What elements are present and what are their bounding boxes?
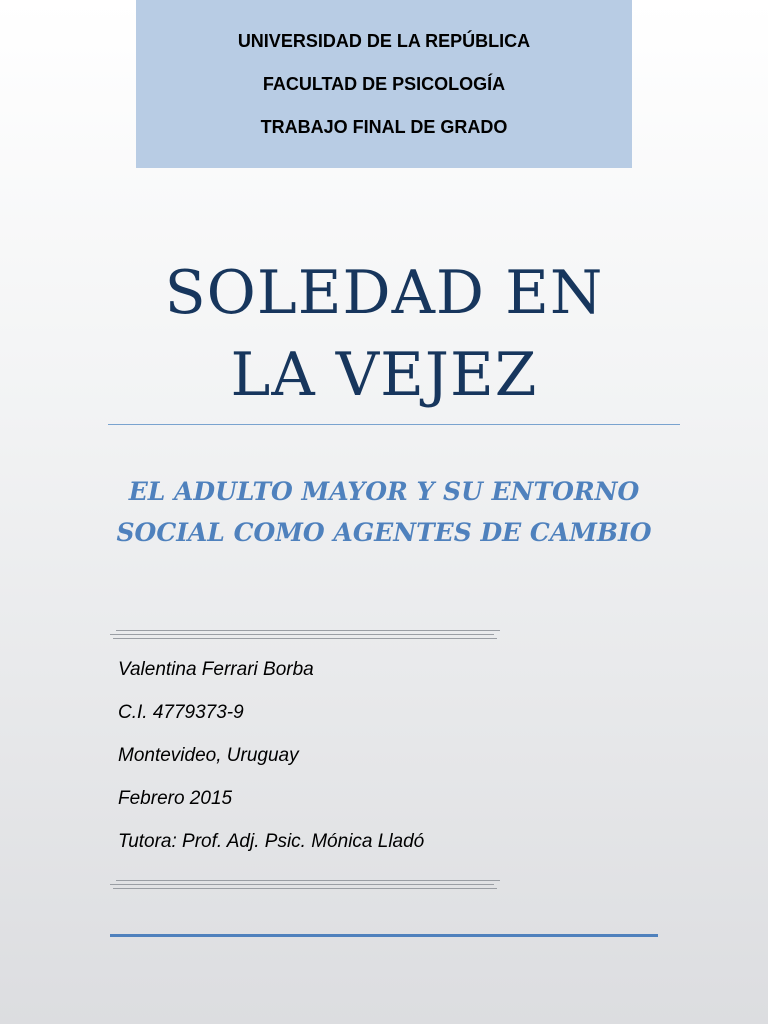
location: Montevideo, Uruguay [118,745,299,766]
title-line-2: LA VEJEZ [230,340,538,410]
tutor: Tutora: Prof. Adj. Psic. Mónica Lladó [118,831,425,852]
faculty-name: FACULTAD DE PSICOLOGÍA [262,74,506,94]
title-line-1: SOLEDAD EN [164,258,604,328]
university-name: UNIVERSIDAD DE LA REPÚBLICA [237,31,531,51]
institution-header [136,0,632,168]
info-top-rule [110,630,500,640]
id-number: C.I. 4779373-9 [118,702,244,723]
author-name: Valentina Ferrari Borba [118,659,314,680]
date: Febrero 2015 [118,788,233,809]
subtitle-line-2: SOCIAL COMO AGENTES DE CAMBIO [116,518,652,547]
title-divider [108,424,680,425]
footer-rule [110,934,658,937]
info-bottom-rule [110,880,500,890]
subtitle-line-1: EL ADULTO MAYOR Y SU ENTORNO [128,477,640,506]
document-type: TRABAJO FINAL DE GRADO [260,117,508,137]
